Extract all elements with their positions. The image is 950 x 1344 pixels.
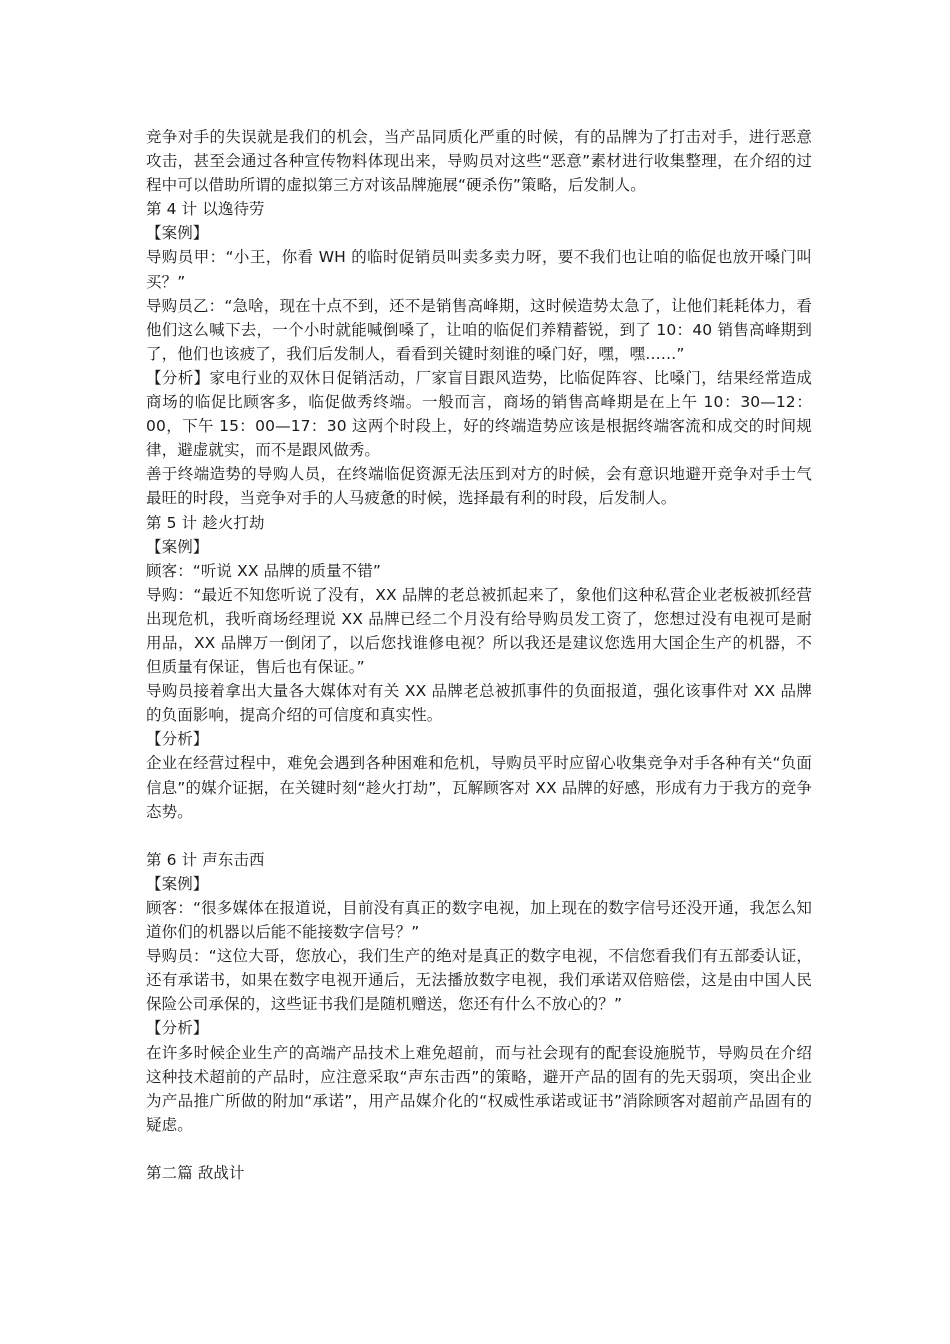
paragraph: 竞争对手的失误就是我们的机会，当产品同质化严重的时候，有的品牌为了打击对手，进行恶意攻击，甚至会通过各种宣传物料体现出来，导购员对这些“恶意”素材进行收集整理，在介绍的过程中可以借助所谓的虚拟第三方对该品牌施展“硬杀伤”策略，后发制人。 (146, 128, 812, 195)
paragraph: 导购：“最近不知您听说了没有，XX 品牌的老总被抓起来了，象他们这种私营企业老板被抓经营出现危机，我听商场经理说 XX 品牌已经二个月没有给导购员发工资了，您想过没有电视可是耐用品，XX 品牌万一倒闭了，以后您找谁修电视？所以我还是建议您选用大国企生产的机器，不但质量有保证，售后也有保证。” (146, 585, 812, 677)
section-heading: 第 5 计 趁火打劫 (146, 513, 265, 532)
paragraph: 顾客：“很多媒体在报道说，目前没有真正的数字电视，加上现在的数字信号还没开通，我怎么知道你们的机器以后能不能接数字信号？” (146, 899, 812, 942)
section-heading: 第 4 计 以逸待劳 (146, 200, 265, 219)
paragraph: 在许多时候企业生产的高端产品技术上难免超前，而与社会现有的配套设施脱节，导购员在介绍这种技术超前的产品时，应注意采取“声东击西”的策略，避开产品的固有的先天弱项，突出企业为产品推广所做的附加“承诺”，用产品媒介化的“权威性承诺或证书”消除顾客对超前产品固有的疑虑。 (146, 1043, 812, 1134)
section-heading: 第 6 计 声东击西 (146, 850, 265, 869)
paragraph: 导购员甲：“小王，你看 WH 的临时促销员叫卖多卖力呀，要不我们也让咱的临促也放开嗓门叫买？” (146, 248, 812, 291)
analysis-label: 【分析】 (146, 730, 209, 749)
case-label: 【案例】 (146, 874, 209, 893)
paragraph: 导购员接着拿出大量各大媒体对有关 XX 品牌老总被抓事件的负面报道，强化该事件对 XX 品牌的负面影响，提高介绍的可信度和真实性。 (146, 682, 812, 725)
part-heading: 第二篇 敌战计 (146, 1164, 245, 1183)
blank-line (146, 1137, 812, 1161)
paragraph: 【分析】家电行业的双休日促销活动，厂家盲目跟风造势，比临促阵容、比嗓门，结果经常造成商场的临促比顾客多，临促做秀终端。一般而言，商场的销售高峰期是在上午 10：30—12：00，下午 15：00—17：30 这两个时段上，好的终端造势应该是根据终端客流和成交的时间规律，避虚就实，而不是跟风做秀。 (146, 368, 812, 460)
paragraph: 导购员乙：“急啥，现在十点不到，还不是销售高峰期，这时候造势太急了，让他们耗耗体力，看他们这么喊下去，一个小时就能喊倒嗓了，让咱的临促们养精蓄锐，到了 10：40 销售高峰期到了，他们也该疲了，我们后发制人，看看到关键时刻谁的嗓门好，嘿，嘿……” (146, 296, 812, 363)
paragraph: 企业在经营过程中，难免会遇到各种困难和危机，导购员平时应留心收集竞争对手各种有关“负面信息”的媒介证据，在关键时刻“趁火打劫”，瓦解顾客对 XX 品牌的好感，形成有力于我方的竞争态势。 (146, 754, 812, 821)
paragraph: 顾客：“听说 XX 品牌的质量不错” (146, 561, 381, 580)
analysis-label: 【分析】 (146, 1019, 209, 1038)
case-label: 【案例】 (146, 224, 209, 243)
paragraph: 善于终端造势的导购人员，在终端临促资源无法压到对方的时候，会有意识地避开竞争对手士气最旺的时段，当竞争对手的人马疲惫的时候，选择最有利的时段，后发制人。 (146, 465, 812, 508)
paragraph: 导购员：“这位大哥，您放心，我们生产的绝对是真正的数字电视，不信您看我们有五部委认证，还有承诺书，如果在数字电视开通后，无法播放数字电视，我们承诺双倍赔偿，这是由中国人民保险公司承保的，这些证书我们是随机赠送，您还有什么不放心的？” (146, 947, 812, 1014)
blank-line (146, 824, 812, 848)
document-body (146, 125, 812, 1185)
case-label: 【案例】 (146, 537, 209, 556)
